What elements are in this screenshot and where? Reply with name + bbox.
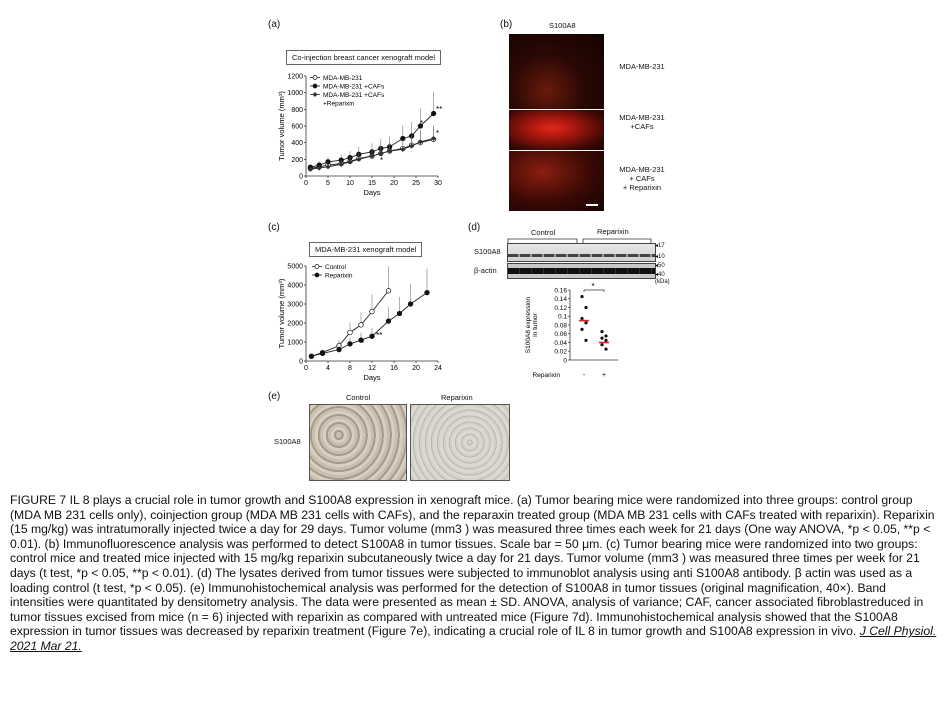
legend-marker bbox=[313, 84, 317, 88]
blot-marker-40: ◂40 bbox=[655, 272, 665, 278]
legend-marker bbox=[313, 92, 318, 97]
data-point bbox=[580, 317, 583, 320]
x-tick-label: 12 bbox=[368, 365, 376, 372]
y-tick-label: 0.1 bbox=[557, 313, 567, 321]
panel-a-chart bbox=[268, 68, 468, 202]
y-tick-label: 0.06 bbox=[554, 331, 567, 339]
series-line bbox=[310, 114, 433, 168]
legend-label: MDA-MB-231 bbox=[323, 75, 363, 82]
blot-group-control: Control bbox=[531, 228, 556, 237]
blot-marker-kda: (kDa) bbox=[655, 279, 670, 285]
panel-e-label: (e) bbox=[268, 391, 281, 402]
significance-marker: * bbox=[591, 282, 595, 291]
significance-marker: * bbox=[436, 129, 440, 138]
blot-label-s100a8: S100A8 bbox=[474, 247, 501, 256]
legend-label: MDA-MB-231 +CAFs bbox=[323, 92, 385, 99]
data-point bbox=[386, 319, 391, 324]
x-tick-label: 8 bbox=[348, 365, 352, 372]
caption-text: FIGURE 7 IL 8 plays a crucial role in tumor growth and S100A8 expression in xenograft mice. (a) Tumor bearing mice were randomized into three groups: control group (MDA MB 231 cells only), coinjection group (MDA MB 231 cells with CAFs), and the reparaxin treated group (MDA MB 231 cells with CAFs treated with reparixin). Reparixin (15 mg/kg) was intratumorally injected twice a day for 29 days. Tumor volume (mm3 ) was measured three times each week for 21 days (One way ANOVA, *p < 0.05, **p < 0.01). (b) Immunofluorescence analysis was performed to detect S100A8 in tumor tissues. Scale bar = 50 μm. (c) Tumor bearing mice were randomized into two groups: control mice and treated mice injected with 15 mg/kg reparixin subcutaneously twice a day for 21 days. Tumor volume (mm3 ) was measured three times per week for 21 days (t test, *p < 0.05, **p < 0.01). (d) The lysates derived from tumor tissues were subjected to immunoblot analysis using anti S100A8 antibody. β actin was used as a loading control (t test, *p < 0.05). (e) Immunohistochemical analysis was performed for the detection of S100A8 in tumor tissues (original magnification, 40×). Band intensities were quantitated by densitometry analysis. The data were presented as mean ± SD. ANOVA, analysis of variance; CAF, cancer associated fibroblastreduced in tumor tissues excised from mice (n = 6) injected with reparixin as compared with untreated mice (Figure 7d). Immunohistochemical analysis showed that the S100A8 expression in tumor tissues was decreased by reparixin treatment (Figure 7e), indicating a crucial role of IL 8 in tumor growth and S100A8 expression in vivo. bbox=[10, 493, 935, 639]
data-point bbox=[408, 302, 413, 307]
x-tick-label: 15 bbox=[368, 180, 376, 187]
blot-s100a8 bbox=[507, 243, 656, 262]
x-tick-label: 30 bbox=[434, 180, 442, 187]
y-tick-label: 200 bbox=[291, 156, 303, 164]
x-tick-label: 5 bbox=[326, 180, 330, 187]
y-tick-label: 5000 bbox=[287, 263, 303, 271]
significance-marker: * bbox=[361, 339, 365, 348]
data-point bbox=[580, 295, 583, 298]
x-tick-label: 4 bbox=[326, 365, 330, 372]
x-tick-label: - bbox=[582, 372, 586, 379]
data-point bbox=[326, 160, 331, 165]
scale-bar bbox=[586, 204, 598, 206]
y-tick-label: 1000 bbox=[287, 339, 303, 347]
y-axis-label: in tumor bbox=[532, 313, 539, 337]
fluorescence-image-reparixin bbox=[509, 151, 604, 211]
legend-marker bbox=[315, 265, 319, 269]
x-tick-label: + bbox=[601, 372, 607, 379]
data-point bbox=[348, 330, 353, 335]
y-tick-label: 0 bbox=[299, 358, 303, 366]
y-tick-label: 0 bbox=[299, 173, 303, 181]
x-tick-label: 20 bbox=[412, 365, 420, 372]
legend-marker bbox=[315, 273, 319, 277]
y-tick-label: 0.04 bbox=[554, 339, 567, 347]
y-tick-label: 0 bbox=[563, 357, 567, 365]
ihc-row-label: S100A8 bbox=[274, 437, 301, 446]
data-point bbox=[348, 342, 353, 347]
panel-c-chart bbox=[268, 258, 448, 388]
blot-marker-17: ◂17 bbox=[655, 243, 665, 249]
y-tick-label: 2000 bbox=[287, 320, 303, 328]
ihc-image-reparixin bbox=[410, 404, 510, 481]
panel-d-chart bbox=[520, 282, 630, 380]
panel-b-row-1-label: MDA-MB-231 bbox=[619, 62, 665, 71]
x-tick-label: 0 bbox=[304, 180, 308, 187]
ihc-image-control bbox=[309, 404, 407, 481]
x-tick-label: 10 bbox=[346, 180, 354, 187]
legend-marker bbox=[313, 76, 317, 80]
panel-b-label: (b) bbox=[500, 19, 513, 30]
data-point bbox=[370, 309, 375, 314]
blot-group-reparixin: Reparixin bbox=[597, 227, 629, 236]
x-tick-label: 16 bbox=[390, 365, 398, 372]
ihc-col-reparixin: Reparixin bbox=[441, 393, 473, 402]
legend-label: Control bbox=[325, 264, 346, 271]
data-point bbox=[584, 321, 587, 324]
x-tick-label: 25 bbox=[412, 180, 420, 187]
significance-marker: * bbox=[420, 119, 424, 128]
panel-c-label: (c) bbox=[268, 222, 280, 233]
citation-link[interactable]: J Cell Physiol. 2021 Mar 21. bbox=[10, 624, 937, 653]
panel-a-label: (a) bbox=[268, 19, 281, 30]
data-point bbox=[370, 334, 375, 339]
data-point bbox=[580, 328, 583, 331]
data-point bbox=[425, 290, 430, 295]
panel-b-title: S100A8 bbox=[549, 21, 576, 30]
y-tick-label: 0.12 bbox=[554, 304, 567, 312]
x-tick-label: 20 bbox=[390, 180, 398, 187]
data-point bbox=[397, 311, 402, 316]
data-point bbox=[584, 339, 587, 342]
panel-b-row-3-label: MDA-MB-231 + CAFs + Reparixin bbox=[619, 165, 665, 192]
data-point bbox=[600, 343, 603, 346]
data-point bbox=[604, 347, 607, 350]
legend-label: +Reparixin bbox=[323, 100, 355, 108]
blot-label-actin: β-actin bbox=[474, 266, 497, 275]
legend-label: MDA-MB-231 +CAFs bbox=[323, 83, 385, 91]
data-point bbox=[604, 334, 607, 337]
y-tick-label: 0.08 bbox=[554, 322, 567, 330]
x-tick-label: 0 bbox=[304, 365, 308, 372]
y-tick-label: 1000 bbox=[287, 90, 303, 98]
y-axis-label: S100A8 expression bbox=[525, 296, 532, 354]
y-tick-label: 800 bbox=[291, 106, 303, 114]
legend-label: Reparixin bbox=[325, 272, 353, 280]
blot-actin bbox=[507, 263, 656, 279]
x-axis-label: Days bbox=[363, 373, 381, 382]
ihc-col-control: Control bbox=[346, 393, 371, 402]
figure-caption bbox=[10, 493, 938, 654]
significance-marker: ** bbox=[376, 331, 383, 340]
blot-marker-50: ◂50 bbox=[655, 263, 665, 269]
panel-d-label: (d) bbox=[468, 222, 481, 233]
panel-b-row-2-label: MDA-MB-231 +CAFs bbox=[619, 113, 665, 131]
data-point bbox=[600, 337, 603, 340]
y-tick-label: 0.02 bbox=[554, 348, 567, 356]
y-axis-label: Tumor volume (mm³) bbox=[277, 91, 286, 161]
significance-marker: * bbox=[380, 156, 384, 165]
x-axis-label: Reparixin bbox=[532, 372, 560, 379]
data-point bbox=[320, 351, 325, 356]
y-tick-label: 3000 bbox=[287, 301, 303, 309]
blot-marker-10: ◂10 bbox=[655, 254, 665, 260]
x-tick-label: 24 bbox=[434, 365, 442, 372]
y-tick-label: 600 bbox=[291, 123, 303, 131]
data-point bbox=[600, 330, 603, 333]
significance-marker: ** bbox=[436, 105, 443, 114]
panel-c-title: MDA-MB-231 xenograft model bbox=[309, 242, 422, 257]
data-point bbox=[337, 347, 342, 352]
data-point bbox=[386, 288, 391, 293]
x-axis-label: Days bbox=[363, 188, 381, 197]
fluorescence-image-mda bbox=[509, 34, 604, 109]
y-axis-label: Tumor volume (mm³) bbox=[277, 278, 286, 349]
y-tick-label: 0.16 bbox=[554, 287, 567, 295]
y-tick-label: 1200 bbox=[287, 73, 303, 81]
y-tick-label: 400 bbox=[291, 140, 303, 148]
data-point bbox=[584, 306, 587, 309]
data-point bbox=[604, 339, 607, 342]
data-point bbox=[309, 354, 314, 359]
panel-a-title: Co-injection breast cancer xenograft model bbox=[286, 50, 441, 65]
y-tick-label: 4000 bbox=[287, 282, 303, 290]
fluorescence-image-cafs bbox=[509, 110, 604, 150]
y-tick-label: 0.14 bbox=[554, 296, 567, 304]
data-point bbox=[359, 323, 364, 328]
